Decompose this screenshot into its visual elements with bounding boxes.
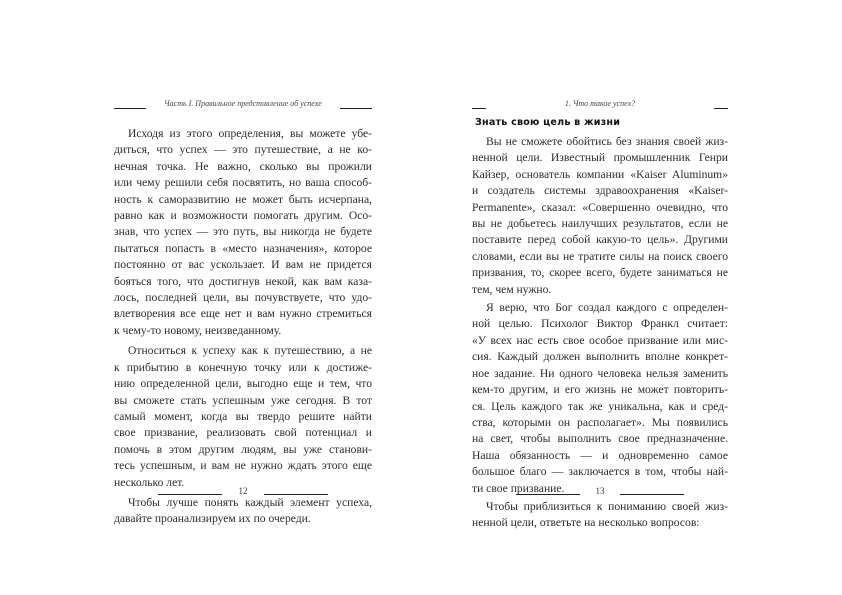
text-line: Относиться к успеху как к путешествию, а не <box>128 344 372 358</box>
text-line: Чтобы лучше понять каждый элемент успеха, <box>128 495 372 509</box>
text-line: диться, что успех — это путешествие, а не ко- <box>114 143 372 157</box>
text-line: словами, если вы не тратите силы на поиск своего <box>472 249 728 263</box>
text-line: призвания, то, скорее всего, будете заниматься не <box>472 266 728 280</box>
page-number: 12 <box>238 486 248 496</box>
page-footer <box>114 486 372 500</box>
paragraph <box>472 499 728 532</box>
text-line: несколько лет. <box>114 475 185 489</box>
text-line: и создатель системы здравоохранения «Kaiser- <box>472 184 728 198</box>
text-line: знав, что успех — это путь, вы никогда не будете <box>114 225 372 239</box>
text-line: лось, последней цели, вы почувствуете, что удо- <box>114 291 372 305</box>
text-line: пытаться попасть в «место назначения», которое <box>114 241 372 255</box>
paragraph <box>114 343 372 491</box>
text-line: ся. Цель каждого так же уникальна, как и сред- <box>472 399 728 413</box>
section-title: Знать свою цель в жизни <box>475 117 621 128</box>
text-line: или чему решили себя посвятить, но ваша способ- <box>114 176 372 190</box>
text-line: ной целью. Психолог Виктор Франкл считает: <box>472 317 728 331</box>
text-line: Вы не сможете обойтись без знания своей жиз- <box>486 135 728 148</box>
running-head-text: 1. Что такое успех? <box>564 99 636 108</box>
text-line: Я верю, что Бог создал каждого с определен- <box>486 301 728 315</box>
footer-rule-right <box>620 494 684 495</box>
text-line: большое благо — заключается в том, чтобы най- <box>472 465 728 479</box>
text-line: ность к саморазвитию не может быть исчерпана, <box>114 192 372 206</box>
text-line: ное задание. Ни одного человека нельзя заменить <box>472 366 728 380</box>
text-line: Наша обязанность — и одновременно самое <box>472 448 728 462</box>
text-line: поставите перед собой какую-то цель». Другими <box>472 233 728 247</box>
body-text <box>472 134 728 532</box>
page-number: 13 <box>595 486 605 496</box>
right-page <box>472 0 728 595</box>
header-rule-left <box>472 108 486 109</box>
text-line: ства, которыми он располагает». Мы появились <box>472 415 728 429</box>
paragraph <box>114 126 372 339</box>
paragraph <box>472 300 728 497</box>
paragraph <box>472 134 728 298</box>
running-head <box>472 99 728 113</box>
text-line: постоянно от вас ускользает. И вам не придется <box>114 258 372 272</box>
text-line: ненной цели. Известный промышленник Генри <box>472 151 728 165</box>
text-line: Кайзер, основатель компании «Kaiser Aluminum» <box>472 167 728 181</box>
running-head <box>114 99 372 113</box>
text-line: вы не добьетесь наилучших результатов, если не <box>472 217 728 231</box>
header-rule-left <box>114 108 146 109</box>
text-line: вы сможете стать успешным уже сегодня. В тот <box>114 393 372 407</box>
text-line: сия. Каждый должен выполнить вполне конкрет- <box>472 350 728 364</box>
text-line: равно как и возможности помогать другим. Осо- <box>114 209 372 223</box>
body-text <box>114 126 372 528</box>
text-line: на свет, чтобы выполнить свое предназначение. <box>472 432 728 446</box>
text-line: к чему-то новому, неизведанному. <box>114 323 282 337</box>
text-line: «У всех нас есть свое особое призвание или мис- <box>472 333 728 347</box>
text-line: влетворения все еще нет и вам нужно стремиться <box>114 307 372 321</box>
left-page <box>114 0 372 595</box>
text-line: Permanente», сказал: «Совершенно очевидно, что <box>472 200 728 214</box>
text-line: нечная точка. Не важно, сколько вы прожили <box>114 159 372 173</box>
text-line: тесь успешным, и вам не нужно ждать этого еще <box>114 459 372 473</box>
text-line: к прибытию в конечную точку или к достиже- <box>114 360 372 374</box>
header-rule-right <box>340 108 372 109</box>
page-footer <box>472 486 728 500</box>
text-line: свое призвание, реализовать свой потенциал и <box>114 426 372 440</box>
header-rule-right <box>714 108 728 109</box>
text-line: Чтобы приблизиться к пониманию своей жиз- <box>486 499 728 513</box>
text-line: ненной цели, ответьте на несколько вопросов: <box>472 516 700 530</box>
text-line: кем-то другим, и его жизнь не может повторить- <box>472 383 728 397</box>
text-line: бояться того, что достигнув некой, как вам каза- <box>114 274 372 288</box>
text-line: тем, чем нужно. <box>472 282 552 296</box>
text-line: Исходя из этого определения, вы можете убе- <box>128 127 372 140</box>
text-line: ти свое призвание. <box>472 481 565 495</box>
text-line: давайте проанализируем их по очереди. <box>114 512 311 526</box>
text-line: самый момент, когда вы твердо решите найти <box>114 409 372 423</box>
running-head-text: Часть I. Правильное представление об успехе <box>164 99 322 108</box>
text-line: нию определенной цели, выгодно еще и тем, что <box>114 377 372 391</box>
text-line: помочь в этом другим людям, вы уже станови- <box>114 442 372 456</box>
footer-rule-right <box>264 494 328 495</box>
